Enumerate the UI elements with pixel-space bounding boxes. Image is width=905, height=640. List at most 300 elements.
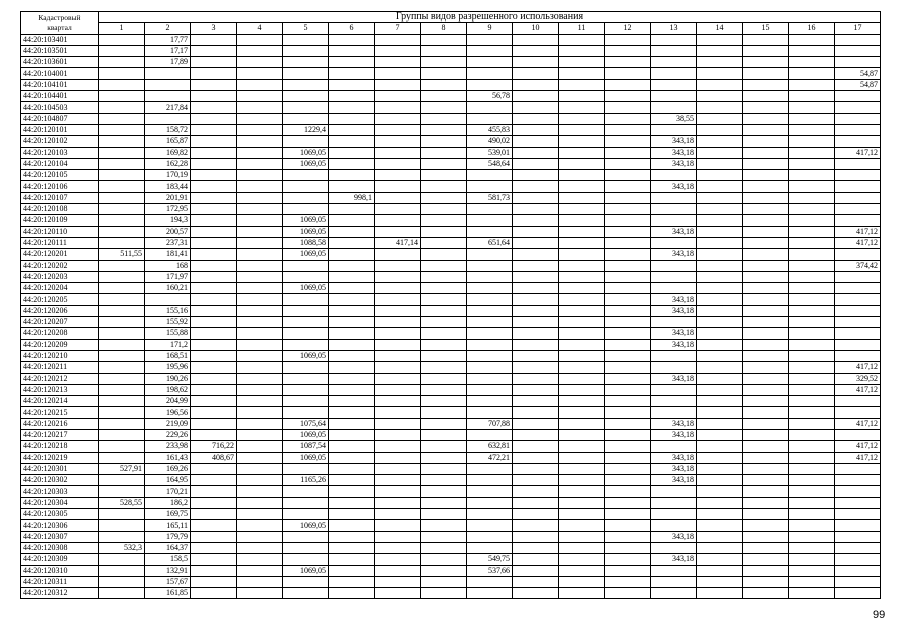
value-cell [283, 57, 329, 68]
value-cell [99, 57, 145, 68]
value-cell [697, 396, 743, 407]
value-cell [513, 215, 559, 226]
value-cell [605, 192, 651, 203]
value-cell [99, 317, 145, 328]
value-cell [467, 520, 513, 531]
value-cell [697, 317, 743, 328]
value-cell [743, 226, 789, 237]
value-cell [283, 136, 329, 147]
value-cell [375, 68, 421, 79]
value-cell [467, 350, 513, 361]
value-cell [421, 124, 467, 135]
value-cell [421, 373, 467, 384]
value-cell [191, 181, 237, 192]
value-cell [329, 283, 375, 294]
value-cell [237, 283, 283, 294]
value-cell [467, 271, 513, 282]
value-cell: 417,12 [835, 441, 881, 452]
value-cell: 1069,05 [283, 350, 329, 361]
value-cell: 169,75 [145, 509, 191, 520]
value-cell [237, 396, 283, 407]
value-cell [789, 305, 835, 316]
page-number: 99 [873, 609, 886, 621]
value-cell [743, 565, 789, 576]
value-cell [421, 260, 467, 271]
value-cell: 417,14 [375, 237, 421, 248]
value-cell [467, 317, 513, 328]
cadastral-id-cell: 44:20:120101 [21, 124, 99, 135]
value-cell: 343,18 [651, 373, 697, 384]
value-cell [651, 542, 697, 553]
value-cell [283, 271, 329, 282]
value-cell [605, 531, 651, 542]
value-cell: 343,18 [651, 136, 697, 147]
value-cell [835, 475, 881, 486]
value-cell [375, 588, 421, 599]
value-cell [283, 542, 329, 553]
value-cell [329, 204, 375, 215]
value-cell: 716,22 [191, 441, 237, 452]
value-cell [329, 124, 375, 135]
value-cell [789, 407, 835, 418]
cadastral-id-cell: 44:20:120216 [21, 418, 99, 429]
value-cell [513, 249, 559, 260]
table-row [21, 147, 881, 158]
value-cell [697, 192, 743, 203]
value-cell [99, 226, 145, 237]
value-cell [697, 429, 743, 440]
value-cell [237, 68, 283, 79]
value-cell [237, 102, 283, 113]
value-cell [99, 68, 145, 79]
value-cell [605, 204, 651, 215]
cadastral-id-cell: 44:20:120103 [21, 147, 99, 158]
value-cell [559, 463, 605, 474]
value-cell [743, 283, 789, 294]
value-cell [237, 588, 283, 599]
value-cell [513, 237, 559, 248]
value-cell [789, 136, 835, 147]
value-cell [697, 271, 743, 282]
value-cell: 343,18 [651, 328, 697, 339]
value-cell [375, 158, 421, 169]
value-cell [467, 260, 513, 271]
value-cell [513, 91, 559, 102]
value-cell [743, 317, 789, 328]
value-cell [743, 158, 789, 169]
value-cell [559, 407, 605, 418]
value-cell [329, 294, 375, 305]
column-number: 15 [743, 23, 789, 34]
cadastral-id-cell: 44:20:120106 [21, 181, 99, 192]
value-cell: 169,26 [145, 463, 191, 474]
value-cell [789, 565, 835, 576]
value-cell: 581,73 [467, 192, 513, 203]
value-cell [789, 350, 835, 361]
value-cell: 183,44 [145, 181, 191, 192]
value-cell [835, 531, 881, 542]
value-cell [237, 34, 283, 45]
column-number: 4 [237, 23, 283, 34]
value-cell: 1069,05 [283, 226, 329, 237]
value-cell [237, 328, 283, 339]
value-cell [421, 102, 467, 113]
cadastral-id-cell: 44:20:120201 [21, 249, 99, 260]
value-cell [99, 531, 145, 542]
value-cell [789, 294, 835, 305]
value-cell [467, 79, 513, 90]
value-cell [467, 531, 513, 542]
value-cell [467, 384, 513, 395]
value-cell [191, 79, 237, 90]
cadastral-id-cell: 44:20:120218 [21, 441, 99, 452]
value-cell [605, 520, 651, 531]
value-cell [191, 531, 237, 542]
cadastral-id-cell: 44:20:104401 [21, 91, 99, 102]
value-cell [329, 339, 375, 350]
value-cell [237, 362, 283, 373]
value-cell [191, 554, 237, 565]
table-row [21, 113, 881, 124]
table-row [21, 565, 881, 576]
value-cell [559, 181, 605, 192]
value-cell [743, 57, 789, 68]
value-cell [191, 45, 237, 56]
value-cell: 38,55 [651, 113, 697, 124]
value-cell: 417,12 [835, 418, 881, 429]
column-number: 6 [329, 23, 375, 34]
value-cell [697, 147, 743, 158]
table-row [21, 136, 881, 147]
value-cell [697, 158, 743, 169]
value-cell [421, 305, 467, 316]
value-cell [789, 588, 835, 599]
value-cell [421, 554, 467, 565]
value-cell [421, 170, 467, 181]
value-cell [329, 181, 375, 192]
value-cell [375, 283, 421, 294]
table-row [21, 158, 881, 169]
cadastral-id-cell: 44:20:104001 [21, 68, 99, 79]
value-cell [789, 45, 835, 56]
value-cell: 165,11 [145, 520, 191, 531]
table-row [21, 531, 881, 542]
cadastral-id-cell: 44:20:120305 [21, 509, 99, 520]
value-cell [237, 158, 283, 169]
value-cell [329, 396, 375, 407]
value-cell [743, 554, 789, 565]
value-cell [421, 249, 467, 260]
value-cell [329, 317, 375, 328]
value-cell [421, 542, 467, 553]
value-cell [99, 79, 145, 90]
table-body [21, 34, 881, 599]
value-cell [513, 396, 559, 407]
value-cell [329, 305, 375, 316]
cadastral-id-cell: 44:20:103601 [21, 57, 99, 68]
value-cell [99, 520, 145, 531]
value-cell [421, 509, 467, 520]
value-cell [467, 396, 513, 407]
value-cell [99, 91, 145, 102]
cadastral-id-cell: 44:20:120306 [21, 520, 99, 531]
value-cell [835, 294, 881, 305]
value-cell [743, 124, 789, 135]
value-cell [237, 204, 283, 215]
value-cell [835, 339, 881, 350]
value-cell [513, 181, 559, 192]
value-cell [191, 407, 237, 418]
cadastral-id-cell: 44:20:120111 [21, 237, 99, 248]
cadastral-id-cell: 44:20:103401 [21, 34, 99, 45]
value-cell [513, 192, 559, 203]
value-cell [191, 68, 237, 79]
value-cell [651, 57, 697, 68]
value-cell: 1165,26 [283, 475, 329, 486]
value-cell [559, 328, 605, 339]
value-cell [743, 181, 789, 192]
value-cell [329, 249, 375, 260]
value-cell [237, 181, 283, 192]
value-cell [283, 396, 329, 407]
value-cell [605, 283, 651, 294]
cadastral-id-cell: 44:20:120210 [21, 350, 99, 361]
value-cell [237, 317, 283, 328]
value-cell: 998,1 [329, 192, 375, 203]
value-cell [835, 192, 881, 203]
value-cell [283, 68, 329, 79]
value-cell [559, 170, 605, 181]
value-cell [191, 588, 237, 599]
value-cell [283, 294, 329, 305]
table-row [21, 237, 881, 248]
cadastral-id-cell: 44:20:120302 [21, 475, 99, 486]
value-cell: 343,18 [651, 249, 697, 260]
value-cell [513, 588, 559, 599]
value-cell [697, 226, 743, 237]
value-cell: 532,3 [99, 542, 145, 553]
table-row [21, 181, 881, 192]
value-cell [743, 79, 789, 90]
value-cell [237, 384, 283, 395]
value-cell [421, 339, 467, 350]
value-cell [329, 452, 375, 463]
value-cell [421, 429, 467, 440]
value-cell [605, 509, 651, 520]
value-cell [329, 441, 375, 452]
value-cell [145, 68, 191, 79]
value-cell [789, 124, 835, 135]
value-cell [191, 418, 237, 429]
value-cell [99, 350, 145, 361]
value-cell [835, 34, 881, 45]
value-cell [835, 520, 881, 531]
value-cell: 537,66 [467, 565, 513, 576]
value-cell [467, 283, 513, 294]
column-number: 9 [467, 23, 513, 34]
value-cell [513, 463, 559, 474]
value-cell [237, 226, 283, 237]
value-cell [375, 79, 421, 90]
value-cell [237, 350, 283, 361]
value-cell [789, 418, 835, 429]
value-cell [283, 170, 329, 181]
value-cell [283, 339, 329, 350]
value-cell [605, 542, 651, 553]
value-cell [329, 407, 375, 418]
value-cell: 155,16 [145, 305, 191, 316]
column-number: 5 [283, 23, 329, 34]
value-cell [513, 576, 559, 587]
value-cell [651, 565, 697, 576]
value-cell [559, 429, 605, 440]
value-cell [605, 215, 651, 226]
value-cell [835, 350, 881, 361]
value-cell [697, 79, 743, 90]
value-cell [651, 396, 697, 407]
value-cell [99, 192, 145, 203]
column-number: 3 [191, 23, 237, 34]
value-cell [99, 328, 145, 339]
value-cell [605, 407, 651, 418]
value-cell [697, 249, 743, 260]
value-cell [559, 486, 605, 497]
value-cell [99, 283, 145, 294]
value-cell: 195,96 [145, 362, 191, 373]
value-cell [743, 192, 789, 203]
value-cell: 54,87 [835, 68, 881, 79]
value-cell [651, 260, 697, 271]
value-cell [605, 237, 651, 248]
value-cell: 539,01 [467, 147, 513, 158]
value-cell [375, 497, 421, 508]
value-cell [513, 373, 559, 384]
value-cell [651, 486, 697, 497]
value-cell [99, 204, 145, 215]
value-cell: 1069,05 [283, 520, 329, 531]
value-cell [513, 441, 559, 452]
value-cell: 158,5 [145, 554, 191, 565]
value-cell [237, 497, 283, 508]
value-cell [513, 305, 559, 316]
value-cell [743, 215, 789, 226]
value-cell [697, 554, 743, 565]
value-cell [559, 237, 605, 248]
value-cell [743, 204, 789, 215]
value-cell: 160,21 [145, 283, 191, 294]
value-cell: 132,91 [145, 565, 191, 576]
value-cell [605, 226, 651, 237]
value-cell [283, 305, 329, 316]
value-cell [835, 305, 881, 316]
value-cell [467, 328, 513, 339]
value-cell [467, 475, 513, 486]
value-cell [697, 215, 743, 226]
column-number: 16 [789, 23, 835, 34]
value-cell [605, 57, 651, 68]
value-cell [375, 226, 421, 237]
value-cell: 172,95 [145, 204, 191, 215]
column-number: 7 [375, 23, 421, 34]
value-cell [329, 79, 375, 90]
value-cell: 168,51 [145, 350, 191, 361]
value-cell [237, 294, 283, 305]
value-cell [559, 384, 605, 395]
value-cell [835, 113, 881, 124]
column-number: 10 [513, 23, 559, 34]
table-row [21, 452, 881, 463]
value-cell [237, 542, 283, 553]
value-cell [605, 396, 651, 407]
cadastral-id-cell: 44:20:120215 [21, 407, 99, 418]
value-cell [743, 475, 789, 486]
value-cell [467, 576, 513, 587]
value-cell [467, 497, 513, 508]
value-cell [99, 147, 145, 158]
value-cell: 632,81 [467, 441, 513, 452]
value-cell [743, 576, 789, 587]
table-row [21, 463, 881, 474]
value-cell [743, 294, 789, 305]
value-cell [697, 418, 743, 429]
table-row [21, 588, 881, 599]
value-cell [283, 486, 329, 497]
value-cell [375, 91, 421, 102]
value-cell [513, 475, 559, 486]
value-cell [375, 147, 421, 158]
value-cell [697, 565, 743, 576]
cadastral-id-cell: 44:20:120211 [21, 362, 99, 373]
value-cell: 528,55 [99, 497, 145, 508]
value-cell [559, 497, 605, 508]
value-cell [513, 68, 559, 79]
table-row [21, 68, 881, 79]
value-cell [421, 283, 467, 294]
value-cell [559, 34, 605, 45]
table-row [21, 486, 881, 497]
value-cell [743, 396, 789, 407]
value-cell [421, 418, 467, 429]
value-cell [605, 34, 651, 45]
value-cell [99, 181, 145, 192]
value-cell: 1088,58 [283, 237, 329, 248]
value-cell [789, 328, 835, 339]
value-cell [99, 588, 145, 599]
value-cell [697, 328, 743, 339]
value-cell [513, 520, 559, 531]
value-cell [99, 475, 145, 486]
value-cell [789, 520, 835, 531]
value-cell [237, 452, 283, 463]
value-cell [375, 181, 421, 192]
value-cell [329, 113, 375, 124]
value-cell [513, 418, 559, 429]
value-cell [835, 45, 881, 56]
value-cell [743, 91, 789, 102]
value-cell [559, 475, 605, 486]
value-cell [835, 554, 881, 565]
value-cell [467, 373, 513, 384]
table-row [21, 79, 881, 90]
value-cell [559, 204, 605, 215]
value-cell: 54,87 [835, 79, 881, 90]
value-cell [605, 79, 651, 90]
value-cell [283, 463, 329, 474]
value-cell [789, 283, 835, 294]
value-cell [421, 452, 467, 463]
value-cell [329, 170, 375, 181]
cadastral-id-cell: 44:20:120102 [21, 136, 99, 147]
